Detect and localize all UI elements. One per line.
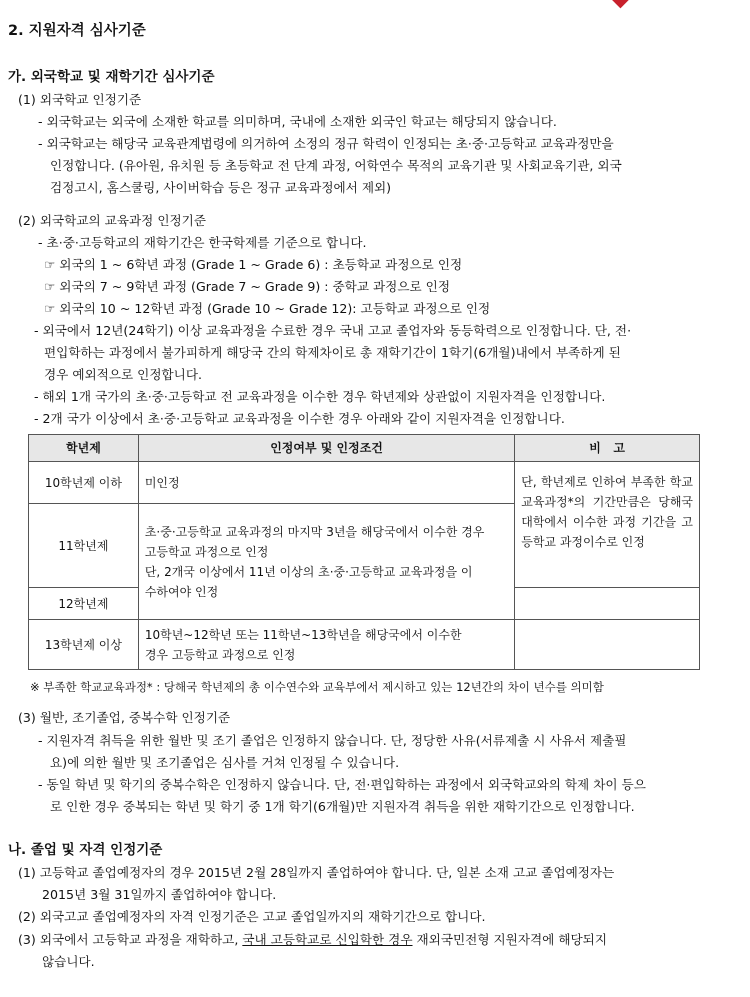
corner-brand-mark	[608, 0, 631, 8]
part-a-title: 가. 외국학교 및 재학기간 심사기준	[8, 69, 215, 85]
table-header-condition: 인정여부 및 인정조건	[138, 435, 514, 462]
s1-line-1: - 외국학교는 외국에 소재한 학교를 의미하며, 국내에 소재한 외국인 학교는 해당되지 않습니다.	[38, 114, 557, 129]
s1-line-2: - 외국학교는 해당국 교육관계법령에 의거하여 소정의 정규 학력이 인정되는 초·중·고등학교 교육과정만을	[38, 136, 614, 151]
s1-line-3: 인정합니다. (유아원, 유치원 등 초등학교 전 단계 과정, 어학연수 목적의 교육기관 및 사회교육기관, 외국	[50, 158, 622, 173]
s2-title: (2) 외국학교의 교육과정 인정기준	[18, 213, 207, 228]
s3-title: (3) 월반, 조기졸업, 중복수학 인정기준	[18, 710, 231, 725]
row2-grade: 11학년제	[29, 504, 139, 588]
row2-condition-line-2: 고등학교 과정으로 인정	[144, 544, 269, 559]
s2-line-2: ☞ 외국의 1 ~ 6학년 과정 (Grade 1 ~ Grade 6) : 초등학교 과정으로 인정	[44, 257, 463, 272]
row2-condition-line-3: 단, 2개국 이상에서 11년 이상의 초·중·고등학교 교육과정을 이	[144, 564, 473, 579]
row4-note-empty	[515, 620, 700, 670]
row2-condition-line-1: 초·중·고등학교 교육과정의 마지막 3년을 해당국에서 이수한 경우	[144, 524, 485, 539]
row1-grade: 10학년제 이하	[29, 462, 139, 504]
table-header-note: 비 고	[515, 435, 700, 462]
s2-line-6: 편입학하는 과정에서 불가피하게 해당국 간의 학제차이로 총 재학기간이 1학기(6개월)내에서 부족하게 된	[44, 345, 621, 360]
s1-line-4: 검정고시, 홈스쿨링, 사이버학습 등은 정규 교육과정에서 제외)	[50, 180, 392, 195]
table-row	[29, 462, 700, 504]
row3-grade: 12학년제	[29, 588, 139, 620]
s2-line-8: - 해외 1개 국가의 초·중·고등학교 전 교육과정을 이수한 경우 학년제와 상관없이 지원자격을 인정합니다.	[34, 389, 606, 404]
b-line-1: (1) 고등학교 졸업예정자의 경우 2015년 2월 28일까지 졸업하여야 합니다. 단, 일본 소재 고교 졸업예정자는	[18, 865, 615, 880]
row4-condition-line-1: 10학년~12학년 또는 11학년~13학년을 해당국에서 이수한	[144, 627, 462, 642]
row2-condition-line-4: 수하여야 인정	[144, 584, 219, 599]
s3-line-2: 요)에 의한 월반 및 조기졸업은 심사를 거쳐 인정될 수 있습니다.	[50, 755, 400, 770]
s2-line-1: - 초·중·고등학교의 재학기간은 한국학제를 기준으로 합니다.	[38, 235, 367, 250]
s1-title: (1) 외국학교 인정기준	[18, 92, 142, 107]
part-b-title: 나. 졸업 및 자격 인정기준	[8, 842, 163, 858]
grade-system-table	[28, 434, 700, 670]
row4-condition-line-2: 경우 고등학교 과정으로 인정	[144, 647, 296, 662]
s3-line-1: - 지원자격 취득을 위한 월반 및 조기 졸업은 인정하지 않습니다. 단, 정당한 사유(서류제출 시 사유서 제출필	[38, 733, 627, 748]
row2-condition	[138, 504, 514, 620]
b-line-4-end: 재외국민전형 지원자격에 해당되지	[412, 932, 608, 947]
s2-line-5: - 외국에서 12년(24학기) 이상 교육과정을 수료한 경우 국내 고교 졸업자와 동등학력으로 인정합니다. 단, 전·	[34, 323, 632, 338]
s2-line-3: ☞ 외국의 7 ~ 9학년 과정 (Grade 7 ~ Grade 9) : 중학교 과정으로 인정	[44, 279, 451, 294]
s2-line-9: - 2개 국가 이상에서 초·중·고등학교 교육과정을 이수한 경우 아래와 같이 지원자격을 인정합니다.	[34, 411, 565, 426]
table-row	[29, 620, 700, 670]
row4-condition	[138, 620, 514, 670]
footnote: ※ 부족한 학교교육과정* : 당해국 학년제의 총 이수연수와 교육부에서 제시하고 있는 12년간의 차이 년수를 의미함	[30, 680, 604, 694]
s2-line-7: 경우 예외적으로 인정합니다.	[44, 367, 202, 382]
b-line-2: 2015년 3월 31일까지 졸업하여야 합니다.	[42, 887, 277, 902]
b-line-4-underlined: 국내 고등학교로 신입학한 경우	[242, 932, 413, 947]
b-line-4	[18, 929, 607, 951]
b-line-4-start: (3) 외국에서 고등학교 과정을 재학하고,	[18, 932, 243, 947]
row4-grade: 13학년제 이상	[29, 620, 139, 670]
table-header-grade: 학년제	[29, 435, 139, 462]
s3-line-4: 로 인한 경우 중복되는 학년 및 학기 중 1개 학기(6개월)만 지원자격 취득을 위한 재학기간으로 인정합니다.	[50, 799, 635, 814]
b-line-3: (2) 외국고교 졸업예정자의 자격 인정기준은 고교 졸업일까지의 재학기간으로 합니다.	[18, 909, 486, 924]
b-line-5: 않습니다.	[42, 954, 95, 969]
s2-line-4: ☞ 외국의 10 ~ 12학년 과정 (Grade 10 ~ Grade 12): 고등학교 과정으로 인정	[44, 301, 491, 316]
section-title: 2. 지원자격 심사기준	[8, 23, 146, 39]
s3-line-3: - 동일 학년 및 학기의 중복수학은 인정하지 않습니다. 단, 전·편입학하는 과정에서 외국학교와의 학제 차이 등으	[38, 777, 646, 792]
table-note: 단, 학년제로 인하여 부족한 학교 교육과정*의 기간만큼은 당해국 대학에서 이수한 과정 기간을 고등학교 과정이수로 인정	[515, 462, 700, 588]
row1-condition: 미인정	[138, 462, 514, 504]
row3-note-empty	[515, 588, 700, 620]
